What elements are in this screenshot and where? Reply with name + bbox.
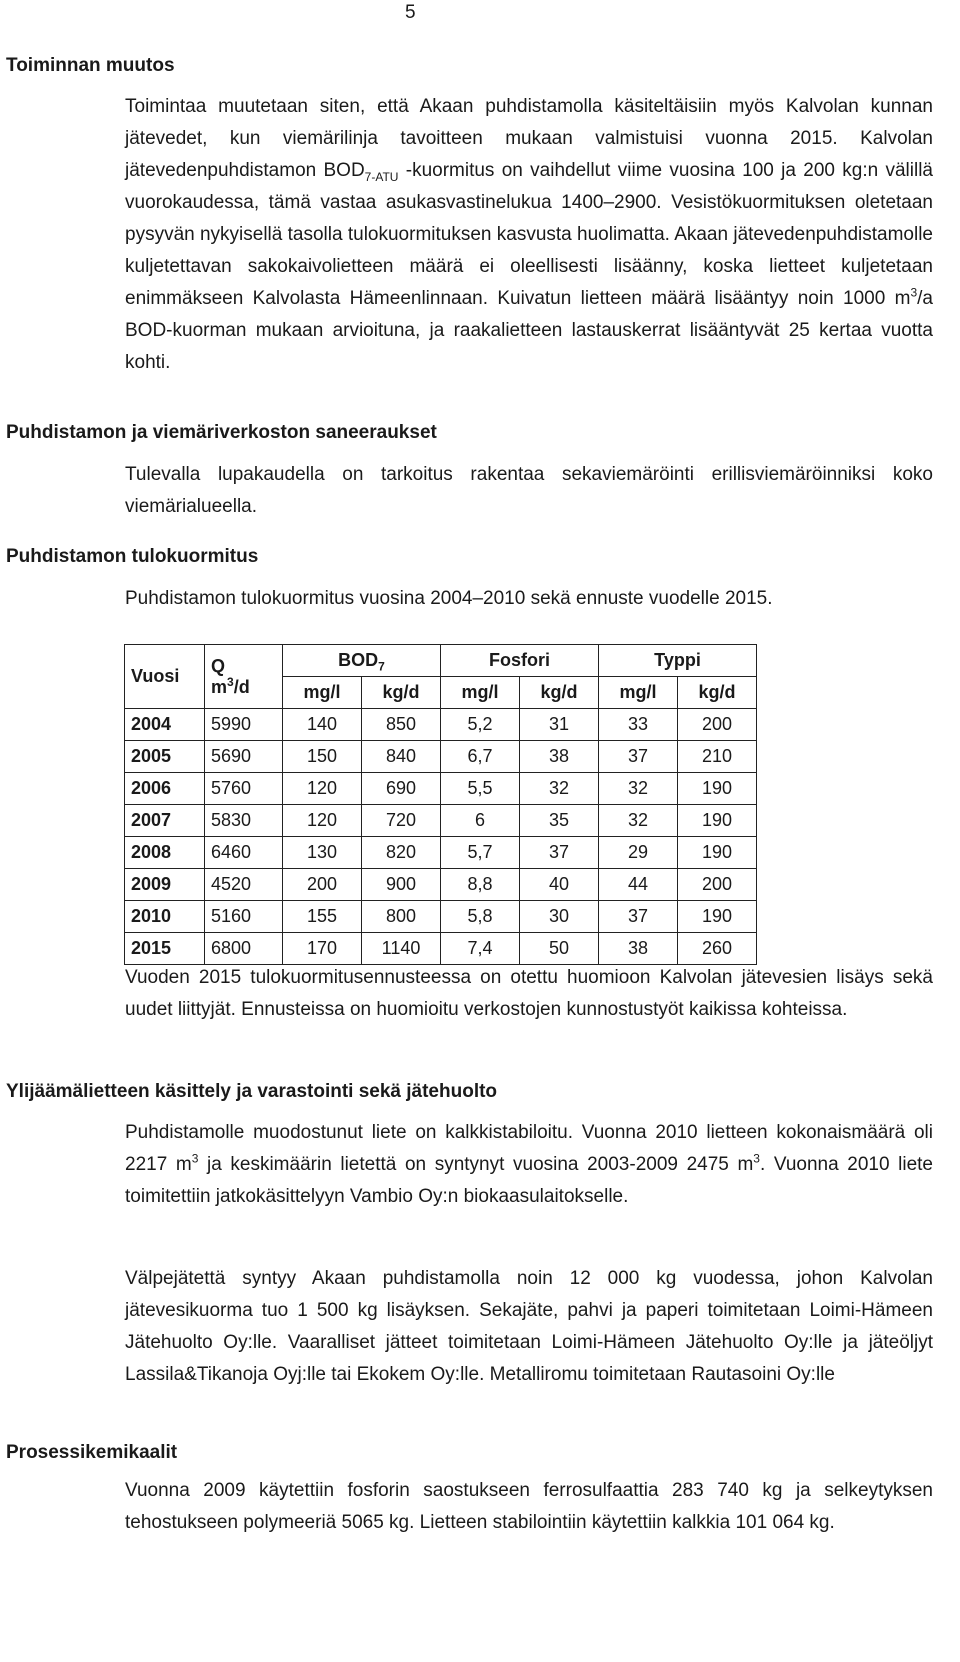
value-cell: 44 bbox=[599, 869, 678, 901]
value-cell: 170 bbox=[283, 933, 362, 965]
paragraph-kemikaalit: Vuonna 2009 käytettiin fosforin saostukseen ferrosulfaattia 283 740 kg ja selkeytyksen tehostukseen polymeeriä 5065 kg. Lietteen stabilointiin käytettiin kalkkia 101 064 kg. bbox=[125, 1480, 933, 1533]
paragraph-liete-1: Puhdistamolle muodostunut liete on kalkkistabiloitu. Vuonna 2010 lietteen kokonaismäärä oli 2217 $m^3$ ja keskimäärin lietettä on syntynyt vuosina 2003-2009 2475 $m^3$. Vuonna 2010 liete toimitettiin jatkokäsittelyyn Vambio Oy:n biokaasulaitokselle. bbox=[125, 1122, 933, 1207]
value-cell: 120 bbox=[283, 805, 362, 837]
table-row bbox=[125, 805, 757, 837]
year-cell: 2004 bbox=[125, 709, 205, 741]
col-header-kgd: kg/d bbox=[520, 677, 599, 709]
year-cell: 2015 bbox=[125, 933, 205, 965]
table-row bbox=[125, 901, 757, 933]
value-cell: 200 bbox=[678, 869, 757, 901]
value-cell: 32 bbox=[599, 805, 678, 837]
paragraph-liete-2: Välpejätettä syntyy Akaan puhdistamolla noin 12 000 kg vuodessa, johon Kalvolan jätevesikuorma tuo 1 500 kg lisäyksen. Sekajäte, pahvi ja paperi toimitetaan Loimi-Hämeen Jätehuolto Oy:lle. Vaaralliset jätteet toimitetaan Loimi-Hämeen Jätehuolto Oy:lle ja jäteöljyt Lassila&Tikanoja Oyj:lle tai Ekokem Oy:lle. Metalliromu toimitetaan Rautasoini Oy:lle bbox=[125, 1268, 933, 1385]
heading-tulokuormitus: Puhdistamon tulokuormitus bbox=[6, 546, 259, 567]
value-cell: 190 bbox=[678, 837, 757, 869]
value-cell: 32 bbox=[599, 773, 678, 805]
table-row bbox=[125, 933, 757, 965]
value-cell: 6 bbox=[441, 805, 520, 837]
table-row bbox=[125, 869, 757, 901]
heading-toiminnan-muutos: Toiminnan muutos bbox=[6, 55, 175, 76]
value-cell: 820 bbox=[362, 837, 441, 869]
year-cell: 2008 bbox=[125, 837, 205, 869]
value-cell: 800 bbox=[362, 901, 441, 933]
value-cell: 150 bbox=[283, 741, 362, 773]
flow-cell: 5830 bbox=[205, 805, 283, 837]
value-cell: 840 bbox=[362, 741, 441, 773]
page-number: 5 bbox=[405, 2, 416, 23]
value-cell: 210 bbox=[678, 741, 757, 773]
value-cell: 31 bbox=[520, 709, 599, 741]
flow-cell: 6800 bbox=[205, 933, 283, 965]
table-caption: Puhdistamon tulokuormitus vuosina 2004–2010 sekä ennuste vuodelle 2015. bbox=[125, 588, 773, 609]
col-header-fosfori: Fosfori bbox=[441, 645, 599, 677]
flow-cell: 5760 bbox=[205, 773, 283, 805]
value-cell: 850 bbox=[362, 709, 441, 741]
value-cell: 720 bbox=[362, 805, 441, 837]
table-row bbox=[125, 741, 757, 773]
value-cell: 38 bbox=[520, 741, 599, 773]
value-cell: 29 bbox=[599, 837, 678, 869]
col-header-kgd: kg/d bbox=[362, 677, 441, 709]
year-cell: 2007 bbox=[125, 805, 205, 837]
paragraph-saneeraukset: Tulevalla lupakaudella on tarkoitus rakentaa sekaviemäröinti erillisviemäröinniksi koko viemärialueella. bbox=[125, 464, 933, 517]
flow-cell: 4520 bbox=[205, 869, 283, 901]
value-cell: 8,8 bbox=[441, 869, 520, 901]
value-cell: 120 bbox=[283, 773, 362, 805]
value-cell: 37 bbox=[520, 837, 599, 869]
col-header-bod: $BOD_7$ bbox=[283, 645, 441, 677]
paragraph-ennuste: Vuoden 2015 tulokuormitusennusteessa on otettu huomioon Kalvolan jätevesien lisäys sekä uudet liittyjät. Ennusteissa on huomioitu verkostojen kunnostustyöt kaikissa kohteissa. bbox=[125, 967, 933, 1020]
value-cell: 50 bbox=[520, 933, 599, 965]
value-cell: 190 bbox=[678, 773, 757, 805]
heading-saneeraukset: Puhdistamon ja viemäriverkoston saneeraukset bbox=[6, 422, 437, 443]
value-cell: 155 bbox=[283, 901, 362, 933]
flow-cell: 5990 bbox=[205, 709, 283, 741]
table-row bbox=[125, 773, 757, 805]
table-row bbox=[125, 837, 757, 869]
value-cell: 5,7 bbox=[441, 837, 520, 869]
load-table bbox=[124, 644, 757, 965]
value-cell: 5,5 bbox=[441, 773, 520, 805]
flow-cell: 5690 bbox=[205, 741, 283, 773]
value-cell: 900 bbox=[362, 869, 441, 901]
value-cell: 200 bbox=[283, 869, 362, 901]
year-cell: 2010 bbox=[125, 901, 205, 933]
value-cell: 190 bbox=[678, 901, 757, 933]
value-cell: 7,4 bbox=[441, 933, 520, 965]
value-cell: 40 bbox=[520, 869, 599, 901]
value-cell: 32 bbox=[520, 773, 599, 805]
value-cell: 140 bbox=[283, 709, 362, 741]
col-header-q: Q $m^3/d$ bbox=[205, 645, 283, 709]
heading-liete: Ylijäämälietteen käsittely ja varastointi sekä jätehuolto bbox=[6, 1081, 498, 1102]
value-cell: 1140 bbox=[362, 933, 441, 965]
year-cell: 2005 bbox=[125, 741, 205, 773]
value-cell: 38 bbox=[599, 933, 678, 965]
year-cell: 2009 bbox=[125, 869, 205, 901]
value-cell: 260 bbox=[678, 933, 757, 965]
flow-cell: 6460 bbox=[205, 837, 283, 869]
col-header-mgl: mg/l bbox=[599, 677, 678, 709]
flow-cell: 5160 bbox=[205, 901, 283, 933]
value-cell: 200 bbox=[678, 709, 757, 741]
col-header-mgl: mg/l bbox=[283, 677, 362, 709]
value-cell: 35 bbox=[520, 805, 599, 837]
value-cell: 37 bbox=[599, 901, 678, 933]
value-cell: 690 bbox=[362, 773, 441, 805]
value-cell: 33 bbox=[599, 709, 678, 741]
value-cell: 5,8 bbox=[441, 901, 520, 933]
paragraph-toiminnan-muutos: Toimintaa muutetaan siten, että Akaan puhdistamolla käsiteltäisiin myös Kalvolan kunnan jätevedet, kun viemärilinja tavoitteen mukaan valmistuisi vuonna 2015. Kalvolan jätevedenpuhdistamon $BOD_{7-ATU}$ -kuormitus on vaihdellut viime vuosina 100 ja 200 kg:n välillä vuorokaudessa, tämä vastaa asukasvastinelukua 1400–2900. Vesistökuormituksen oletetaan pysyvän nykyisellä tasolla tulokuormituksen kasvusta huolimatta. Akaan jätevedenpuhdistamolle kuljetettavan sakokaivolietteen määrä ei oleellisesti lisäänny, koska lietteet kuljetetaan enimmäkseen Kalvolasta Hämeenlinnaan. Kuivatun lietteen määrä lisääntyy noin 1000 $m^3/a$ BOD-kuorman mukaan arvioituna, ja raakalietteen lastauskerrat lisääntyvät 25 kertaa vuotta kohti. bbox=[125, 96, 933, 373]
col-header-mgl: mg/l bbox=[441, 677, 520, 709]
value-cell: 130 bbox=[283, 837, 362, 869]
heading-kemikaalit: Prosessikemikaalit bbox=[6, 1442, 178, 1463]
value-cell: 6,7 bbox=[441, 741, 520, 773]
table-row bbox=[125, 709, 757, 741]
value-cell: 190 bbox=[678, 805, 757, 837]
year-cell: 2006 bbox=[125, 773, 205, 805]
value-cell: 30 bbox=[520, 901, 599, 933]
value-cell: 5,2 bbox=[441, 709, 520, 741]
col-header-vuosi: Vuosi bbox=[125, 645, 205, 709]
value-cell: 37 bbox=[599, 741, 678, 773]
col-header-kgd: kg/d bbox=[678, 677, 757, 709]
col-header-typpi: Typpi bbox=[599, 645, 757, 677]
